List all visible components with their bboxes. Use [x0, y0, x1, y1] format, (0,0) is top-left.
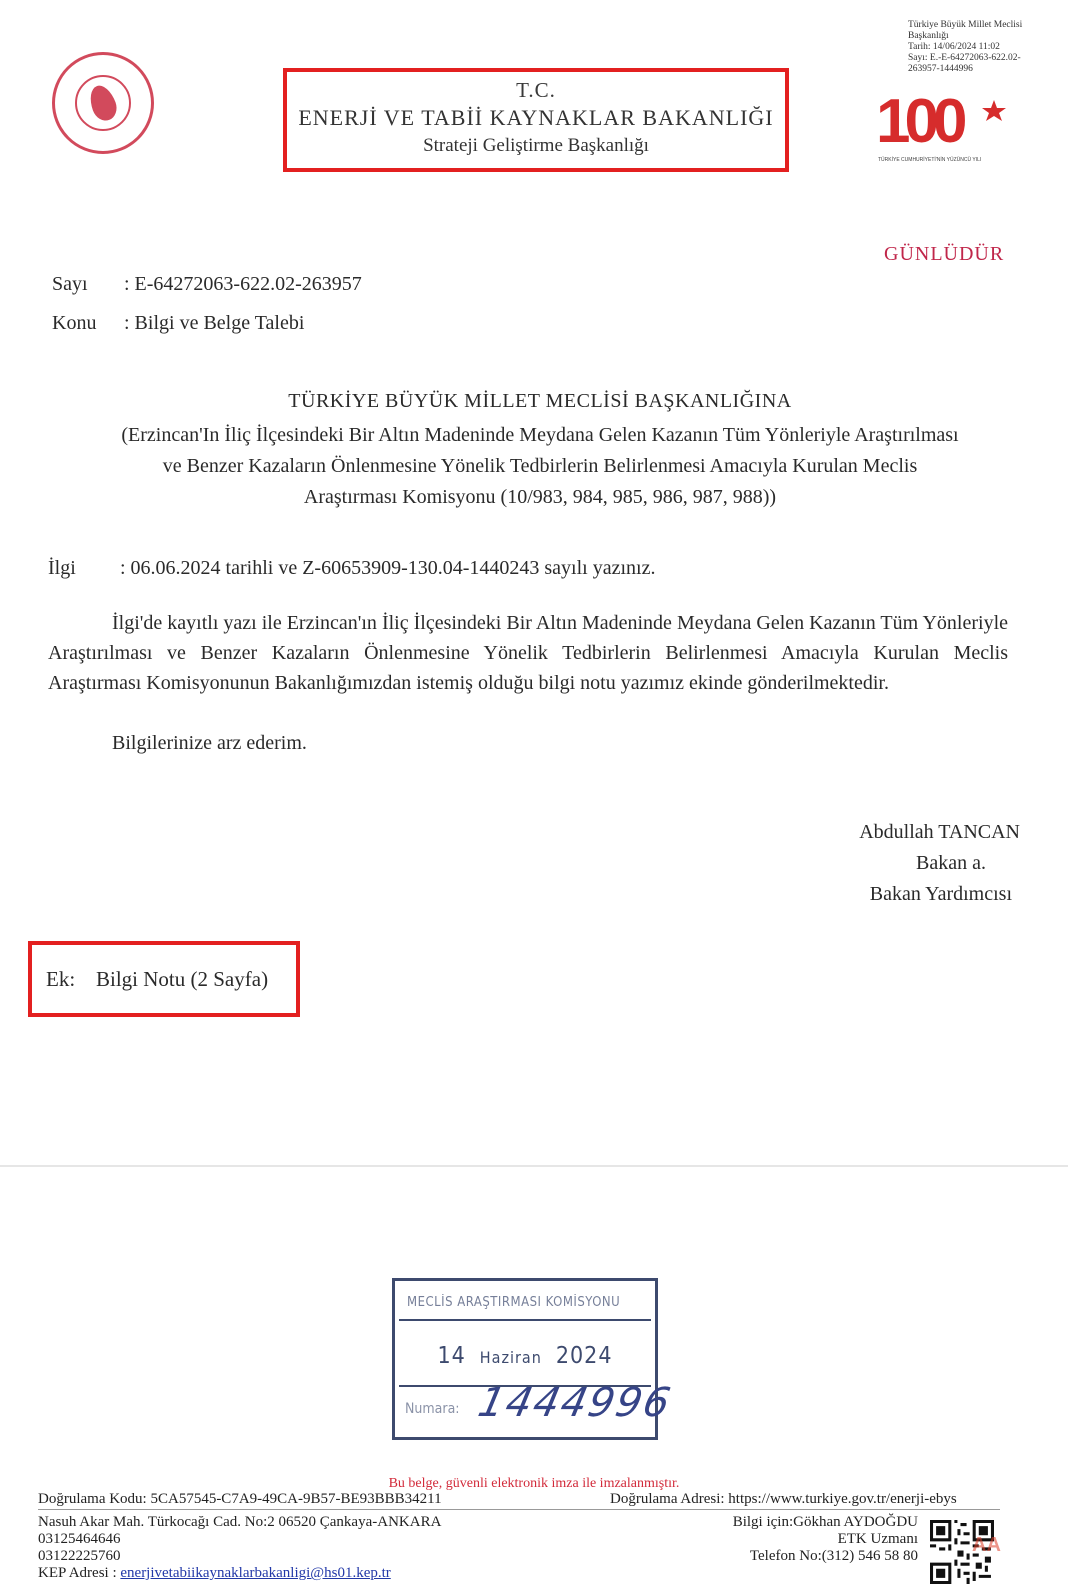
stamp-number: 1444996 [474, 1380, 677, 1426]
receipt-stamp [392, 1278, 677, 1440]
svg-text:TÜRKİYE CUMHURİYETİ'NİN YÜZÜNC: TÜRKİYE CUMHURİYETİ'NİN YÜZÜNCÜ YILI [878, 157, 982, 163]
centennial-100-logo-icon [876, 86, 1016, 166]
footer-kep [38, 1565, 391, 1582]
stamp-number-label: Numara: [405, 1401, 460, 1417]
header-ministry: ENERJİ VE TABİİ KAYNAKLAR BAKANLIĞI [298, 105, 774, 130]
corner-line2: Başkanlığı [908, 31, 949, 41]
info-title: ETK Uzmanı [837, 1531, 918, 1547]
attachment-value: Bilgi Notu (2 Sayfa) [96, 967, 269, 991]
secure-signature-notice: Bu belge, güvenli elektronik imza ile imzalanmıştır. [388, 1476, 680, 1491]
footer-address: Nasuh Akar Mah. Türkocağı Cad. No:2 06520 Çankaya-ANKARA [38, 1514, 442, 1530]
sayi-value: : E-64272063-622.02-263957 [124, 273, 362, 295]
header-highlight-box [283, 68, 789, 172]
verification-code: Doğrulama Kodu: 5CA57545-C7A9-49CA-9B57-BE93BBB34211 [38, 1491, 442, 1507]
stamp-date [395, 1343, 655, 1369]
body-paragraph: İlgi'de kayıtlı yazı ile Erzincan'ın İliç İlçesindeki Bir Altın Madeninde Meydana Gelen Kazanın Tüm Yönleriyle Araştırılması ve Benzer Kazaların Önlenmesine Yönelik Tedbirlerin Belirlenmesi Amacıyla Kurulan Meclis Araştırması Komisyonunun Bakanlığımızdan istemiş olduğu bilgi notu yazımız ekinde gönderilmektedir. [48, 612, 1008, 694]
priority-label: GÜNLÜDÜR [884, 243, 1005, 265]
konu-value: : Bilgi ve Belge Talebi [124, 312, 305, 334]
addressee-sub-line3: Araştırması Komisyonu (10/983, 984, 985, 986, 987, 988)) [303, 486, 777, 508]
konu-label: Konu [52, 312, 97, 334]
signer-line2: Bakan a. [916, 852, 986, 874]
watermark-logo: AA [972, 1534, 1001, 1556]
sayi-label: Sayı [52, 273, 88, 295]
stamp-year: 2024 [555, 1343, 613, 1369]
signer-name: Abdullah TANCAN [859, 821, 1020, 843]
addressee-subtitle [40, 420, 1040, 513]
sayi-row [52, 273, 362, 296]
header-tc: T.C. [516, 78, 556, 102]
stamp-title: MECLİS ARAŞTIRMASI KOMİSYONU [407, 1295, 621, 1310]
svg-text:100: 100 [876, 87, 962, 156]
konu-row [52, 312, 304, 335]
page-divider [0, 1165, 1068, 1167]
footer-phone2: 03122225760 [38, 1548, 121, 1564]
kep-link[interactable]: enerjivetabiikaynaklarbakanligi@hs01.kep.tr [120, 1565, 391, 1581]
corner-line3: Tarih: 14/06/2024 11:02 [908, 42, 1000, 52]
stamp-day: 14 [437, 1343, 466, 1369]
verification-address: Doğrulama Adresi: https://www.turkiye.gov.tr/enerji-ebys [610, 1491, 957, 1507]
ilgi-label: İlgi [48, 557, 76, 579]
addressee-sub-line2: ve Benzer Kazaların Önlenmesine Yönelik Tedbirlerin Belirlenmesi Amacıyla Kurulan Meclis [162, 455, 918, 477]
corner-line1: Türkiye Büyük Millet Meclisi [908, 20, 1023, 30]
addressee-title: TÜRKİYE BÜYÜK MİLLET MECLİSİ BAŞKANLIĞINA [288, 390, 792, 412]
signature-block [800, 817, 1020, 910]
closing-line: Bilgilerinize arz ederim. [112, 732, 307, 754]
signer-title: Bakan Yardımcısı [869, 883, 1012, 905]
stamp-month: Haziran [479, 1348, 542, 1367]
ministry-seal-icon [52, 52, 154, 154]
footer-phone1: 03125464646 [38, 1531, 121, 1547]
info-contact: Bilgi için:Gökhan AYDOĞDU [732, 1514, 918, 1530]
info-phone: Telefon No:(312) 546 58 80 [749, 1548, 918, 1564]
tbmm-receipt-note [908, 20, 1048, 75]
footer-rule [38, 1509, 1000, 1510]
kep-label: KEP Adresi : [38, 1565, 121, 1581]
header-department: Strateji Geliştirme Başkanlığı [423, 135, 649, 156]
corner-line4: Sayı: E.-E-64272063-622.02- [908, 53, 1021, 63]
corner-line5: 263957-1444996 [908, 64, 973, 74]
ilgi-row [48, 557, 655, 580]
addressee-sub-line1: (Erzincan'In İliç İlçesindeki Bir Altın Madeninde Meydana Gelen Kazanın Tüm Yönleriyle Araştırılması [121, 424, 959, 446]
ilgi-value: : 06.06.2024 tarihli ve Z-60653909-130.04-1440243 sayılı yazınız. [120, 557, 656, 579]
attachment-label: Ek: [46, 967, 76, 991]
attachment-highlight-box [28, 941, 300, 1017]
